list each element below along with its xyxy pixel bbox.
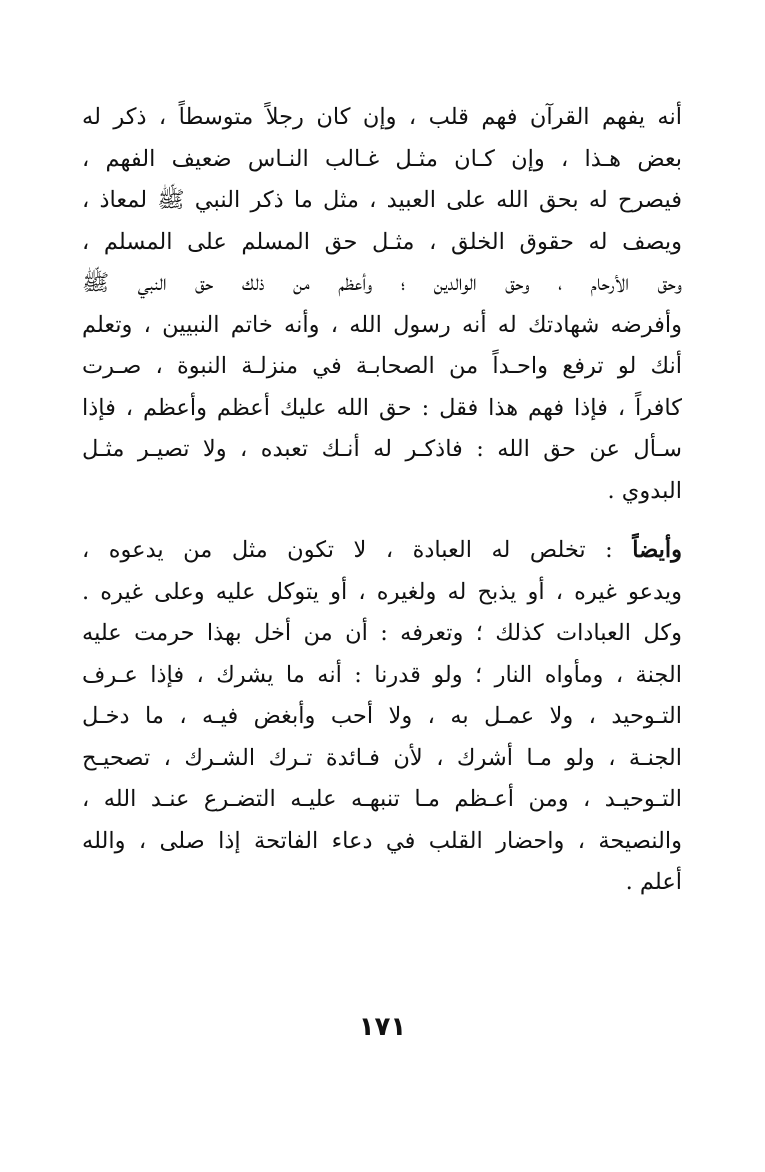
- text-line-last: البدوي .: [607, 477, 682, 504]
- text-line-first: [82, 530, 682, 572]
- text-line: والنصيحة ، واحضار القلب في دعاء الفاتحة إذا صلى ، والله: [82, 827, 682, 854]
- text-line: وكل العبادات كذلك ؛ وتعرفه : أن من أخل بهذا حرمت عليه: [82, 620, 682, 646]
- text-line: أنك لو ترفع واحـداً من الصحابـة في منزلـة النبوة ، صـرت: [82, 353, 682, 379]
- text-line: الجنة ، ومأواه النار ؛ ولو قدرنا : أنه ما يشرك ، فإذا عـرف: [82, 661, 682, 688]
- paragraph-2: [82, 530, 682, 904]
- text-line: الجنـة ، ولو مـا أشرك ، لأن فـائدة تـرك الشـرك ، تصحيـح: [82, 744, 682, 771]
- page-number: ١٧١: [358, 1012, 407, 1042]
- text-line: وحق الأرحام ، وحق الوالدين ؛ وأعظم من ذلك حق النبي ﷺ: [82, 270, 682, 296]
- lead-word: وأيضاً: [632, 537, 682, 563]
- text-line: بعض هـذا ، وإن كـان مثـل غـالب النـاس ضعيف الفهم ،: [82, 145, 682, 172]
- paragraph-1: [82, 97, 682, 512]
- text-line: وأفرضه شهادتك له أنه رسول الله ، وأنه خاتم النبيين ، وتعلم: [82, 311, 682, 338]
- text-line: كافراً ، فإذا فهم هذا فقل : حق الله عليك أعظم وأعظم ، فإذا: [82, 394, 682, 421]
- text-line: أنه يفهم القرآن فهم قلب ، وإن كان رجلاً متوسطاً ، ذكر له: [82, 104, 682, 130]
- text-line: ويدعو غيره ، أو يذبح له ولغيره ، أو يتوكل عليه وعلى غيره .: [82, 578, 682, 605]
- text-line: ويصف له حقوق الخلق ، مثـل حق المسلم على المسلم ،: [82, 228, 682, 255]
- first-line-rest: : تخلص له العبادة ، لا تكون مثل من يدعوه ،: [82, 537, 633, 563]
- text-line: التـوحيد ، ولا عمـل به ، ولا أحب وأبغض فيـه ، ما دخـل: [82, 703, 682, 729]
- text-line: فيصرح له بحق الله على العبيد ، مثل ما ذكر النبي ﷺ لمعاذ ،: [82, 187, 682, 213]
- text-line: التـوحيـد ، ومن أعـظم مـا تنبهـه عليـه التضـرع عنـد الله ،: [82, 786, 682, 812]
- text-line: سـأل عن حق الله : فاذكـر له أنـك تعبده ، ولا تصيـر مثـل: [82, 436, 682, 462]
- text-line-last: أعلم .: [625, 869, 682, 895]
